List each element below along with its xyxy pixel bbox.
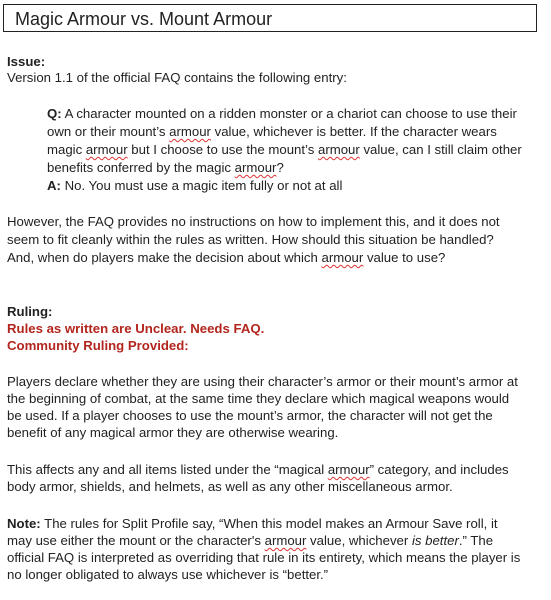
issue-paragraph-line: seem to fit cleanly within the rules as written. How should this situation be handled? bbox=[7, 232, 494, 247]
note-text: The rules for Split Profile say, “When this model makes an Armour Save roll, it bbox=[44, 516, 498, 531]
title-box bbox=[3, 4, 537, 32]
ruling-status: Rules as written are Unclear. Needs FAQ. bbox=[7, 321, 265, 336]
ruling-paragraph-line: This affects any and all items listed under the “magical armour” category, and includes bbox=[7, 462, 509, 477]
note-line bbox=[7, 515, 498, 532]
faq-question-line: benefits conferred by the magic armour? bbox=[47, 160, 284, 175]
question-label: Q: bbox=[47, 106, 62, 121]
ruling-heading: Ruling: bbox=[7, 304, 53, 319]
note-line: no longer obligated to always use whichever is “better.” bbox=[7, 567, 329, 582]
ruling-paragraph-line: body armor, shields, and helmets, as well as any other miscellaneous armor. bbox=[7, 479, 453, 494]
note-line: official FAQ is interpreted as overriding that rule in its entirety, which means the player is bbox=[7, 550, 521, 565]
question-text: A character mounted on a ridden monster or a chariot can choose to use their bbox=[64, 106, 517, 121]
answer-label: A: bbox=[47, 178, 61, 193]
ruling-status: Community Ruling Provided: bbox=[7, 338, 189, 353]
issue-intro: Version 1.1 of the official FAQ contains the following entry: bbox=[7, 70, 347, 85]
page-title: Magic Armour vs. Mount Armour bbox=[15, 9, 273, 29]
ruling-paragraph-line: the beginning of combat, at the same time they declare which magical weapons would bbox=[7, 391, 510, 406]
faq-question-line: magic armour but I choose to use the mount’s armour value, can I still claim other bbox=[47, 142, 522, 157]
issue-paragraph-line: And, when do players make the decision about which armour value to use? bbox=[7, 250, 446, 265]
issue-paragraph-line: However, the FAQ provides no instructions on how to implement this, and it does not bbox=[7, 214, 500, 229]
ruling-paragraph-line: Players declare whether they are using their character’s armor or their mount’s armor at bbox=[7, 374, 518, 389]
faq-question-line bbox=[47, 105, 517, 122]
faq-question-line: own or their mount’s armour value, whichever is better. If the character wears bbox=[47, 124, 497, 139]
faq-answer-line bbox=[47, 177, 342, 194]
issue-heading: Issue: bbox=[7, 54, 46, 69]
note-line: may use either the mount or the character's armour value, whichever is better.” The bbox=[7, 533, 494, 548]
ruling-paragraph-line: benefit of any magical armor they are otherwise wearing. bbox=[7, 425, 339, 440]
note-label: Note: bbox=[7, 516, 41, 531]
answer-text: No. You must use a magic item fully or not at all bbox=[64, 178, 343, 193]
ruling-paragraph-line: be used. If a player chooses to use the mount’s armor, the character will not get the bbox=[7, 408, 493, 423]
